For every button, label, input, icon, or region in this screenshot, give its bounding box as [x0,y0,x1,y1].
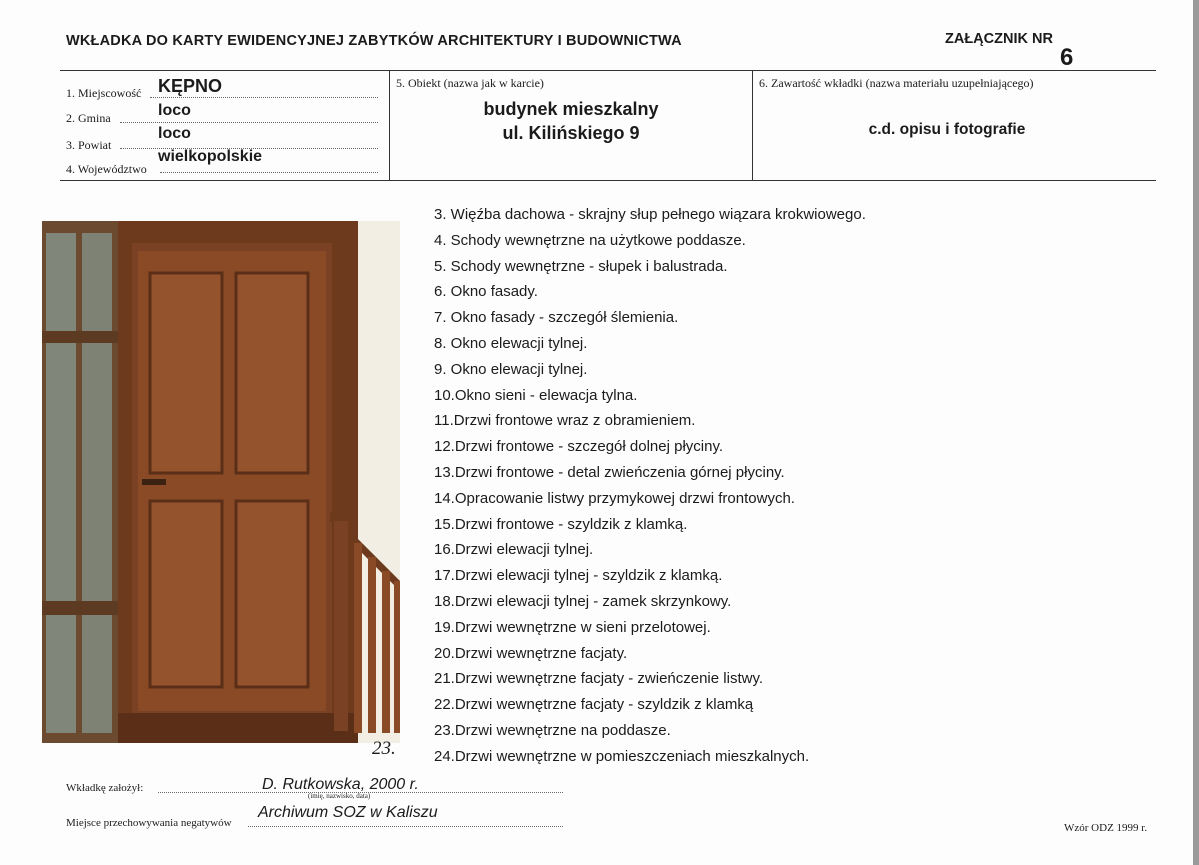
attachment-number: 6 [1060,44,1074,71]
wojewodztwo-label: 4. Województwo [66,162,147,176]
wojewodztwo-dots [160,172,378,173]
list-item: 8. Okno elewacji tylnej. [434,334,588,352]
miejscowosc-value: KĘPNO [158,76,223,96]
list-item: 13.Drzwi frontowe - detal zwieńczenia górnej płyciny. [434,463,785,481]
object-line-2: ul. Kilińskiego 9 [502,123,640,143]
table-bottom-border [60,180,1156,181]
miejscowosc-dots [150,97,378,98]
powiat-value: loco [158,125,191,142]
miejscowosc-label: 1. Miejscowość [66,86,142,100]
door-photograph [42,221,400,743]
list-item: 20.Drzwi wewnętrzne facjaty. [434,644,628,662]
object-line-1: budynek mieszkalny [483,99,659,119]
list-item: 10.Okno sieni - elewacja tylna. [434,386,638,404]
list-item: 16.Drzwi elewacji tylnej. [434,541,594,559]
list-item: 24.Drzwi wewnętrzne w pomieszczeniach mieszkalnych. [434,747,810,765]
table-top-border [60,70,1156,71]
author-label: Wkładkę założył: [66,782,144,794]
author-value: D. Rutkowska, 2000 r. [262,776,419,793]
list-item: 9. Okno elewacji tylnej. [434,360,588,378]
form-title: WKŁADKA DO KARTY EWIDENCYJNEJ ZABYTKÓW ARCHITEKTURY I BUDOWNICTWA [66,33,682,49]
list-item: 19.Drzwi wewnętrzne w sieni przelotowej. [434,618,711,636]
scan-edge [1193,0,1199,865]
content-value: c.d. opisu i fotografie [868,121,1026,138]
list-item: 17.Drzwi elewacji tylnej - szyldzik z klamką. [434,567,723,585]
storage-value: Archiwum SOZ w Kaliszu [258,804,438,821]
list-item: 5. Schody wewnętrzne - słupek i balustrada. [434,257,728,275]
storage-label: Miejsce przechowywania negatywów [66,817,232,829]
wojewodztwo-value: wielkopolskie [158,148,263,165]
gmina-label: 2. Gmina [66,111,111,125]
attachment-label: ZAŁĄCZNIK NR [945,31,1053,47]
content-label: 6. Zawartość wkładki (nazwa materiału uzupełniającego) [759,76,1034,90]
powiat-label: 3. Powiat [66,138,112,152]
list-item: 21.Drzwi wewnętrzne facjaty - zwieńczenie listwy. [434,670,763,688]
storage-dots [248,826,563,827]
photo-illustration [42,221,400,743]
list-item: 18.Drzwi elewacji tylnej - zamek skrzynkowy. [434,592,732,610]
author-sub: (imię, nazwisko, data) [308,792,371,800]
list-item: 14.Opracowanie listwy przymykowej drzwi frontowych. [434,489,795,507]
gmina-dots [120,122,378,123]
list-item: 6. Okno fasady. [434,283,538,301]
object-label: 5. Obiekt (nazwa jak w karcie) [396,76,544,90]
photo-list [434,202,866,770]
list-item: 12.Drzwi frontowe - szczegół dolnej płyciny. [434,438,724,456]
photo-number: 23. [372,738,396,759]
list-item: 11.Drzwi frontowe wraz z obramieniem. [434,412,696,430]
list-item: 7. Okno fasady - szczegół ślemienia. [434,309,679,327]
list-item: 15.Drzwi frontowe - szyldzik z klamką. [434,515,688,533]
list-item: 22.Drzwi wewnętrzne facjaty - szyldzik z klamką [434,696,754,714]
list-item: 4. Schody wewnętrzne na użytkowe poddasze. [434,231,746,249]
list-item: 3. Więźba dachowa - skrajny słup pełnego wiązara krokwiowego. [434,206,866,223]
form-version: Wzór ODZ 1999 r. [1064,822,1148,834]
gmina-value: loco [158,102,191,119]
list-item: 23.Drzwi wewnętrzne na poddasze. [434,721,671,739]
